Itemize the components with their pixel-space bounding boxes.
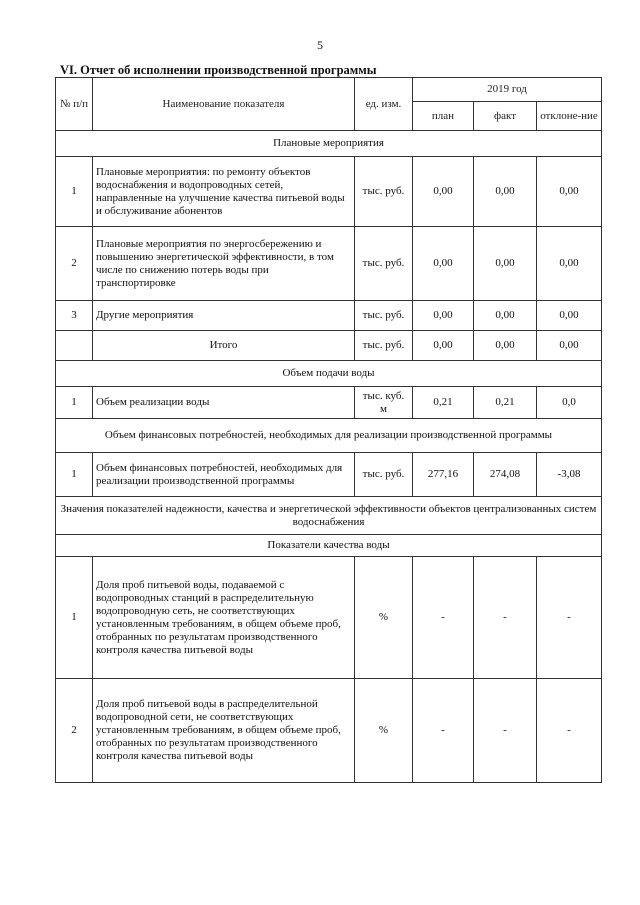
header-plan: план [413,102,474,131]
header-unit: ед. изм. [355,78,413,131]
row-deviation: 0,00 [537,157,602,227]
row-unit: тыс. руб. [355,331,413,361]
table-row [56,301,602,331]
table-row [56,227,602,301]
table-row [56,679,602,783]
row-num: 1 [56,387,93,419]
row-plan: 277,16 [413,453,474,497]
group-water-volume: Объем подачи воды [56,361,602,387]
row-plan: - [413,679,474,783]
row-fact: 0,21 [474,387,537,419]
row-unit: % [355,679,413,783]
row-num [56,331,93,361]
section-title: VI. Отчет об исполнении производственной программы [60,63,377,77]
header-name: Наименование показателя [93,78,355,131]
row-name: Плановые мероприятия: по ремонту объектов водоснабжения и водопроводных сетей, направленные на улучшение качества питьевой воды и обслуживание абонентов [93,157,355,227]
row-deviation: -3,08 [537,453,602,497]
group-quality: Показатели качества воды [56,535,602,557]
header-fact: факт [474,102,537,131]
row-num: 3 [56,301,93,331]
row-plan: 0,00 [413,227,474,301]
row-unit: % [355,557,413,679]
row-num: 2 [56,679,93,783]
table-row [56,557,602,679]
row-deviation: - [537,557,602,679]
header-year: 2019 год [413,78,602,102]
row-fact: - [474,557,537,679]
row-num: 2 [56,227,93,301]
row-name: Плановые мероприятия по энергосбережению и повышению энергетической эффективности, в том числе по снижению потерь воды при транспортировке [93,227,355,301]
row-fact: 274,08 [474,453,537,497]
row-deviation: - [537,679,602,783]
row-unit: тыс. руб. [355,453,413,497]
production-program-report-table [55,77,602,783]
row-name: Объем реализации воды [93,387,355,419]
total-row [56,331,602,361]
row-unit: тыс. руб. [355,157,413,227]
header-deviation: отклоне-ние [537,102,602,131]
row-fact: 0,00 [474,227,537,301]
row-fact: - [474,679,537,783]
table-row [56,387,602,419]
row-unit: тыс. куб. м [355,387,413,419]
row-plan: - [413,557,474,679]
total-label: Итого [93,331,355,361]
header-num: № п/п [56,78,93,131]
row-fact: 0,00 [474,331,537,361]
row-plan: 0,21 [413,387,474,419]
row-plan: 0,00 [413,301,474,331]
row-plan: 0,00 [413,157,474,227]
row-name: Другие мероприятия [93,301,355,331]
row-fact: 0,00 [474,157,537,227]
group-indicators: Значения показателей надежности, качества и энергетической эффективности объектов централизованных систем водоснабжения [56,497,602,535]
row-deviation: 0,00 [537,227,602,301]
table-row [56,157,602,227]
row-num: 1 [56,557,93,679]
row-deviation: 0,00 [537,331,602,361]
row-plan: 0,00 [413,331,474,361]
row-unit: тыс. руб. [355,227,413,301]
row-unit: тыс. руб. [355,301,413,331]
row-num: 1 [56,157,93,227]
row-deviation: 0,00 [537,301,602,331]
row-name: Объем финансовых потребностей, необходимых для реализации производственной программы [93,453,355,497]
row-fact: 0,00 [474,301,537,331]
group-planned: Плановые мероприятия [56,131,602,157]
row-name: Доля проб питьевой воды, подаваемой с водопроводных станций в распределительную водопроводную сеть, не соответствующих установленным требованиям, в общем объеме проб, отобранных по результатам производственного контроля качества питьевой воды [93,557,355,679]
row-name: Доля проб питьевой воды в распределительной водопроводной сети, не соответствующих установленным требованиям, в общем объеме проб, отобранных по результатам производственного контроля качества питьевой воды [93,679,355,783]
row-deviation: 0,0 [537,387,602,419]
group-financial: Объем финансовых потребностей, необходимых для реализации производственной программы [56,419,602,453]
page-number: 5 [317,38,323,52]
table-row [56,453,602,497]
row-num: 1 [56,453,93,497]
